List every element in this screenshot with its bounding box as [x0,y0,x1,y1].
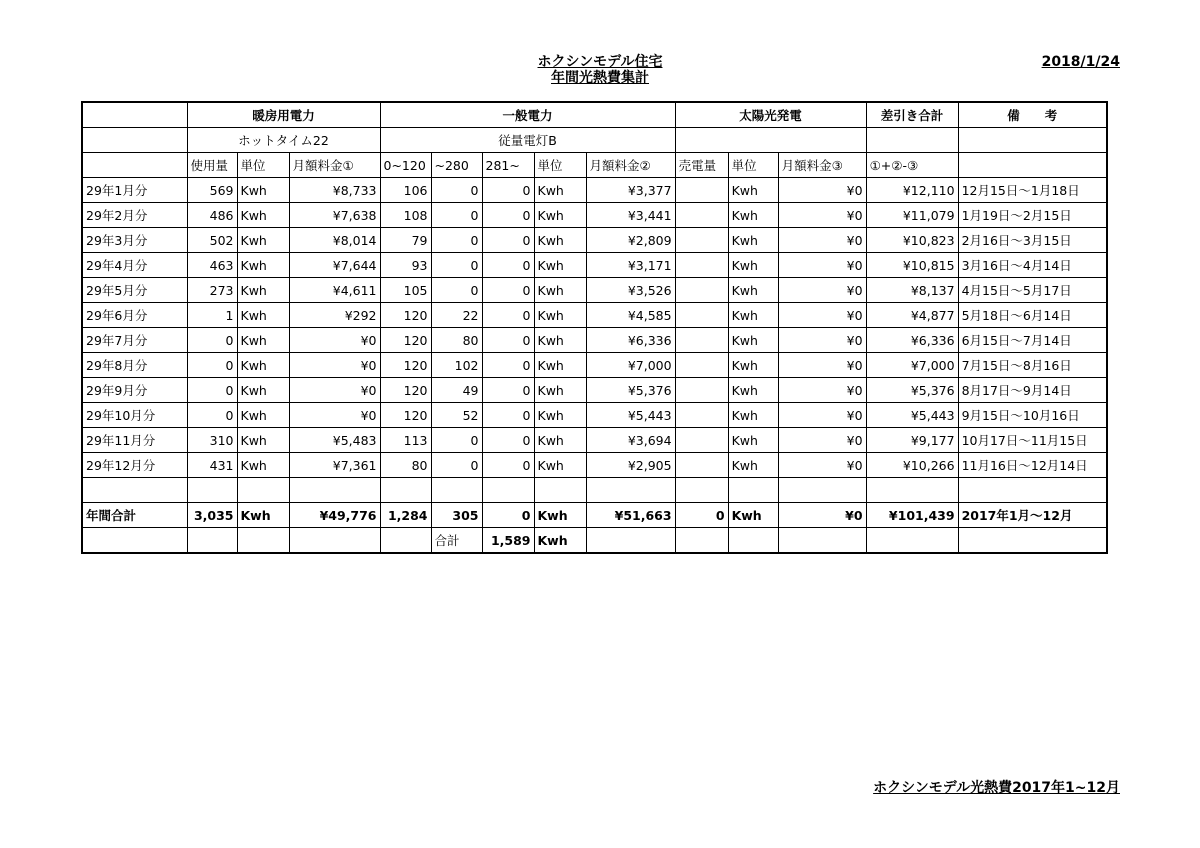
table-cell: ¥7,638 [289,203,380,228]
table-cell: 0 [187,353,237,378]
table-cell: 年間合計 [82,503,187,528]
table-cell: Kwh [534,303,586,328]
table-cell [675,453,728,478]
table-cell: 0 [482,178,534,203]
table-row [82,278,1107,303]
table-cell: 9月15日～10月16日 [958,403,1107,428]
table-cell: 486 [187,203,237,228]
document-date: 2018/1/24 [1041,54,1120,70]
table-cell: ¥9,177 [866,428,958,453]
table-cell: ¥0 [289,328,380,353]
table-cell: ¥5,376 [866,378,958,403]
table-cell: Kwh [534,278,586,303]
table-cell: 0 [482,503,534,528]
column-header: 単位 [534,153,586,178]
table-cell [380,528,431,554]
table-cell: ¥3,694 [586,428,675,453]
table-cell: ¥0 [778,453,866,478]
table-cell: 0 [482,453,534,478]
table-cell: Kwh [534,503,586,528]
table-cell: Kwh [237,503,289,528]
column-header-row [82,153,1107,178]
column-header: ~280 [431,153,482,178]
document-footer: ホクシンモデル光熱費2017年1~12月 [873,780,1120,796]
table-cell: 0 [482,328,534,353]
table-cell [586,528,675,554]
table-cell [675,353,728,378]
table-cell: ¥4,585 [586,303,675,328]
general-plan-label: 従量電灯B [380,128,675,153]
table-cell: ¥11,079 [866,203,958,228]
column-header: 月額料金② [586,153,675,178]
table-cell: 0 [482,303,534,328]
table-cell: ¥101,439 [866,503,958,528]
table-cell: Kwh [237,378,289,403]
table-cell: 11月16日～12月14日 [958,453,1107,478]
table-row [82,178,1107,203]
table-row [82,453,1107,478]
column-header: 月額料金① [289,153,380,178]
table-cell [778,478,866,503]
table-cell: 569 [187,178,237,203]
table-cell: Kwh [237,453,289,478]
annual-total-row [82,503,1107,528]
heating-group-header: 暖房用電力 [187,102,380,128]
table-cell: Kwh [728,353,778,378]
table-cell: Kwh [237,403,289,428]
table-cell: ¥5,376 [586,378,675,403]
table-cell: Kwh [534,203,586,228]
table-cell: ¥292 [289,303,380,328]
table-cell: 113 [380,428,431,453]
table-cell: 29年6月分 [82,303,187,328]
table-cell: 10月17日～11月15日 [958,428,1107,453]
table-cell: 2月16日～3月15日 [958,228,1107,253]
table-cell: Kwh [237,178,289,203]
table-cell: ¥5,443 [866,403,958,428]
table-cell: ¥10,815 [866,253,958,278]
table-cell: 0 [482,428,534,453]
table-cell: Kwh [534,528,586,554]
table-cell: 0 [482,378,534,403]
table-cell: Kwh [728,453,778,478]
table-cell: Kwh [534,253,586,278]
table-cell: ¥0 [778,428,866,453]
table-cell: ¥7,000 [586,353,675,378]
table-cell: 102 [431,353,482,378]
table-cell [187,478,237,503]
table-cell: Kwh [237,253,289,278]
table-cell: Kwh [728,178,778,203]
table-cell: ¥3,441 [586,203,675,228]
table-cell: Kwh [534,453,586,478]
table-cell: Kwh [237,228,289,253]
table-cell: ¥3,377 [586,178,675,203]
table-cell: 0 [431,428,482,453]
table-cell: 106 [380,178,431,203]
table-cell: 0 [431,228,482,253]
table-cell: ¥12,110 [866,178,958,203]
table-cell [675,203,728,228]
table-cell [675,478,728,503]
table-cell [675,278,728,303]
table-cell: Kwh [534,328,586,353]
table-cell: 120 [380,328,431,353]
table-cell [534,478,586,503]
table-cell: 3,035 [187,503,237,528]
energy-cost-table [81,101,1108,554]
table-cell: ¥2,905 [586,453,675,478]
table-cell: Kwh [534,178,586,203]
column-header: 月額料金③ [778,153,866,178]
table-cell: 29年10月分 [82,403,187,428]
table-cell: 29年9月分 [82,378,187,403]
table-cell: 79 [380,228,431,253]
table-row [82,428,1107,453]
table-row [82,228,1107,253]
table-cell: ¥3,171 [586,253,675,278]
table-cell [958,528,1107,554]
table-cell: ¥0 [778,378,866,403]
table-cell: 49 [431,378,482,403]
table-cell: 108 [380,203,431,228]
table-cell: 4月15日～5月17日 [958,278,1107,303]
table-cell: ¥51,663 [586,503,675,528]
table-cell: Kwh [728,428,778,453]
table-cell: ¥8,014 [289,228,380,253]
table-cell: ¥6,336 [866,328,958,353]
table-cell [586,478,675,503]
table-cell: ¥0 [778,503,866,528]
table-cell: 0 [431,203,482,228]
table-cell: Kwh [728,253,778,278]
table-cell: ¥0 [778,278,866,303]
table-cell: 6月15日～7月14日 [958,328,1107,353]
table-cell: ¥0 [778,178,866,203]
table-cell: Kwh [534,353,586,378]
table-cell: ¥4,611 [289,278,380,303]
table-cell: 3月16日～4月14日 [958,253,1107,278]
table-cell: Kwh [534,403,586,428]
column-header: 売電量 [675,153,728,178]
table-cell: 463 [187,253,237,278]
table-cell: 0 [431,278,482,303]
table-cell: 0 [482,203,534,228]
table-cell: 0 [187,403,237,428]
table-cell [431,478,482,503]
table-cell: Kwh [728,378,778,403]
table-cell: ¥0 [289,353,380,378]
solar-group-header: 太陽光発電 [675,102,866,128]
table-cell [675,253,728,278]
heating-plan-label: ホットタイム22 [187,128,380,153]
table-cell: Kwh [237,428,289,453]
table-cell: 1,589 [482,528,534,554]
table-cell: 0 [187,378,237,403]
table-cell: ¥7,000 [866,353,958,378]
table-cell: 29年2月分 [82,203,187,228]
table-cell: 310 [187,428,237,453]
table-cell: 29年8月分 [82,353,187,378]
table-cell: ¥49,776 [289,503,380,528]
table-cell: 120 [380,378,431,403]
table-cell: 2017年1月～12月 [958,503,1107,528]
table-cell: Kwh [237,328,289,353]
table-cell: ¥0 [778,203,866,228]
general-subtotal-row [82,528,1107,554]
table-row [82,353,1107,378]
table-cell: 29年4月分 [82,253,187,278]
net-group-header: 差引き合計 [866,102,958,128]
table-cell: Kwh [728,328,778,353]
table-cell: ¥7,361 [289,453,380,478]
table-cell: ¥5,443 [586,403,675,428]
table-cell [866,528,958,554]
table-cell: 305 [431,503,482,528]
table-cell: 52 [431,403,482,428]
table-cell: 0 [675,503,728,528]
table-cell: 29年5月分 [82,278,187,303]
table-cell: 80 [380,453,431,478]
table-cell [380,478,431,503]
table-row [82,328,1107,353]
table-cell: ¥7,644 [289,253,380,278]
plan-header-row [82,128,1107,153]
notes-group-header: 備 考 [958,102,1107,128]
table-cell [675,428,728,453]
column-header: 使用量 [187,153,237,178]
table-cell: 0 [482,253,534,278]
column-header: 0~120 [380,153,431,178]
table-cell: Kwh [237,278,289,303]
document-subtitle: 年間光熱費集計 [551,70,649,86]
table-cell: ¥0 [289,378,380,403]
table-cell: Kwh [534,428,586,453]
table-cell: ¥5,483 [289,428,380,453]
table-cell: ¥0 [778,253,866,278]
table-cell: ¥0 [289,403,380,428]
table-cell: 12月15日～1月18日 [958,178,1107,203]
table-cell: 1月19日～2月15日 [958,203,1107,228]
table-cell [778,528,866,554]
document-title: ホクシンモデル住宅 [537,54,663,70]
table-cell: ¥10,266 [866,453,958,478]
table-cell: 273 [187,278,237,303]
table-cell [675,178,728,203]
table-cell: ¥8,733 [289,178,380,203]
table-cell: ¥0 [778,328,866,353]
table-cell [675,378,728,403]
table-cell: 120 [380,403,431,428]
table-row [82,403,1107,428]
column-header: 281~ [482,153,534,178]
blank-row [82,478,1107,503]
table-cell: 0 [482,353,534,378]
table-cell [728,478,778,503]
table-cell: 29年3月分 [82,228,187,253]
table-cell [82,478,187,503]
table-cell: 80 [431,328,482,353]
table-cell [728,528,778,554]
table-cell: Kwh [728,278,778,303]
table-cell: 29年12月分 [82,453,187,478]
table-row [82,303,1107,328]
table-row [82,378,1107,403]
table-cell: ¥2,809 [586,228,675,253]
table-cell: 0 [482,228,534,253]
table-cell: ¥0 [778,303,866,328]
table-cell [237,528,289,554]
table-cell: ¥4,877 [866,303,958,328]
table-row [82,203,1107,228]
table-cell [237,478,289,503]
table-cell [675,403,728,428]
table-cell [187,528,237,554]
table-cell [675,328,728,353]
table-row [82,253,1107,278]
table-cell: ¥6,336 [586,328,675,353]
table-cell: Kwh [728,203,778,228]
table-cell: ¥8,137 [866,278,958,303]
table-cell: 120 [380,303,431,328]
table-cell: 29年7月分 [82,328,187,353]
group-header-row [82,102,1107,128]
table-cell: 0 [187,328,237,353]
table-cell: 105 [380,278,431,303]
table-cell: 431 [187,453,237,478]
table-cell: 5月18日～6月14日 [958,303,1107,328]
table-cell [675,228,728,253]
table-cell: 0 [431,178,482,203]
table-cell: 0 [482,278,534,303]
table-cell: Kwh [237,303,289,328]
table-cell: 7月15日～8月16日 [958,353,1107,378]
table-cell: 8月17日～9月14日 [958,378,1107,403]
table-cell: 93 [380,253,431,278]
column-header: ①+②-③ [866,153,958,178]
table-cell [675,528,728,554]
table-cell: ¥10,823 [866,228,958,253]
table-cell: 合計 [431,528,482,554]
table-cell: 29年1月分 [82,178,187,203]
table-cell: 1 [187,303,237,328]
table-cell: Kwh [728,228,778,253]
table-cell: 120 [380,353,431,378]
table-cell: Kwh [534,378,586,403]
table-cell: 29年11月分 [82,428,187,453]
table-cell: ¥3,526 [586,278,675,303]
table-cell: ¥0 [778,228,866,253]
table-cell [82,528,187,554]
table-cell: 1,284 [380,503,431,528]
table-cell [289,478,380,503]
table-cell: Kwh [237,353,289,378]
column-header: 単位 [237,153,289,178]
table-cell [289,528,380,554]
table-cell: Kwh [237,203,289,228]
column-header: 単位 [728,153,778,178]
table-cell [866,478,958,503]
table-cell [482,478,534,503]
table-cell [675,303,728,328]
table-cell: 0 [482,403,534,428]
table-cell: Kwh [728,303,778,328]
table-cell: 0 [431,253,482,278]
table-cell: ¥0 [778,403,866,428]
table-cell: 22 [431,303,482,328]
table-cell: ¥0 [778,353,866,378]
table-cell [958,478,1107,503]
table-cell: Kwh [534,228,586,253]
table-cell: Kwh [728,503,778,528]
table-cell: Kwh [728,403,778,428]
table-cell: 0 [431,453,482,478]
general-group-header: 一般電力 [380,102,675,128]
table-cell: 502 [187,228,237,253]
